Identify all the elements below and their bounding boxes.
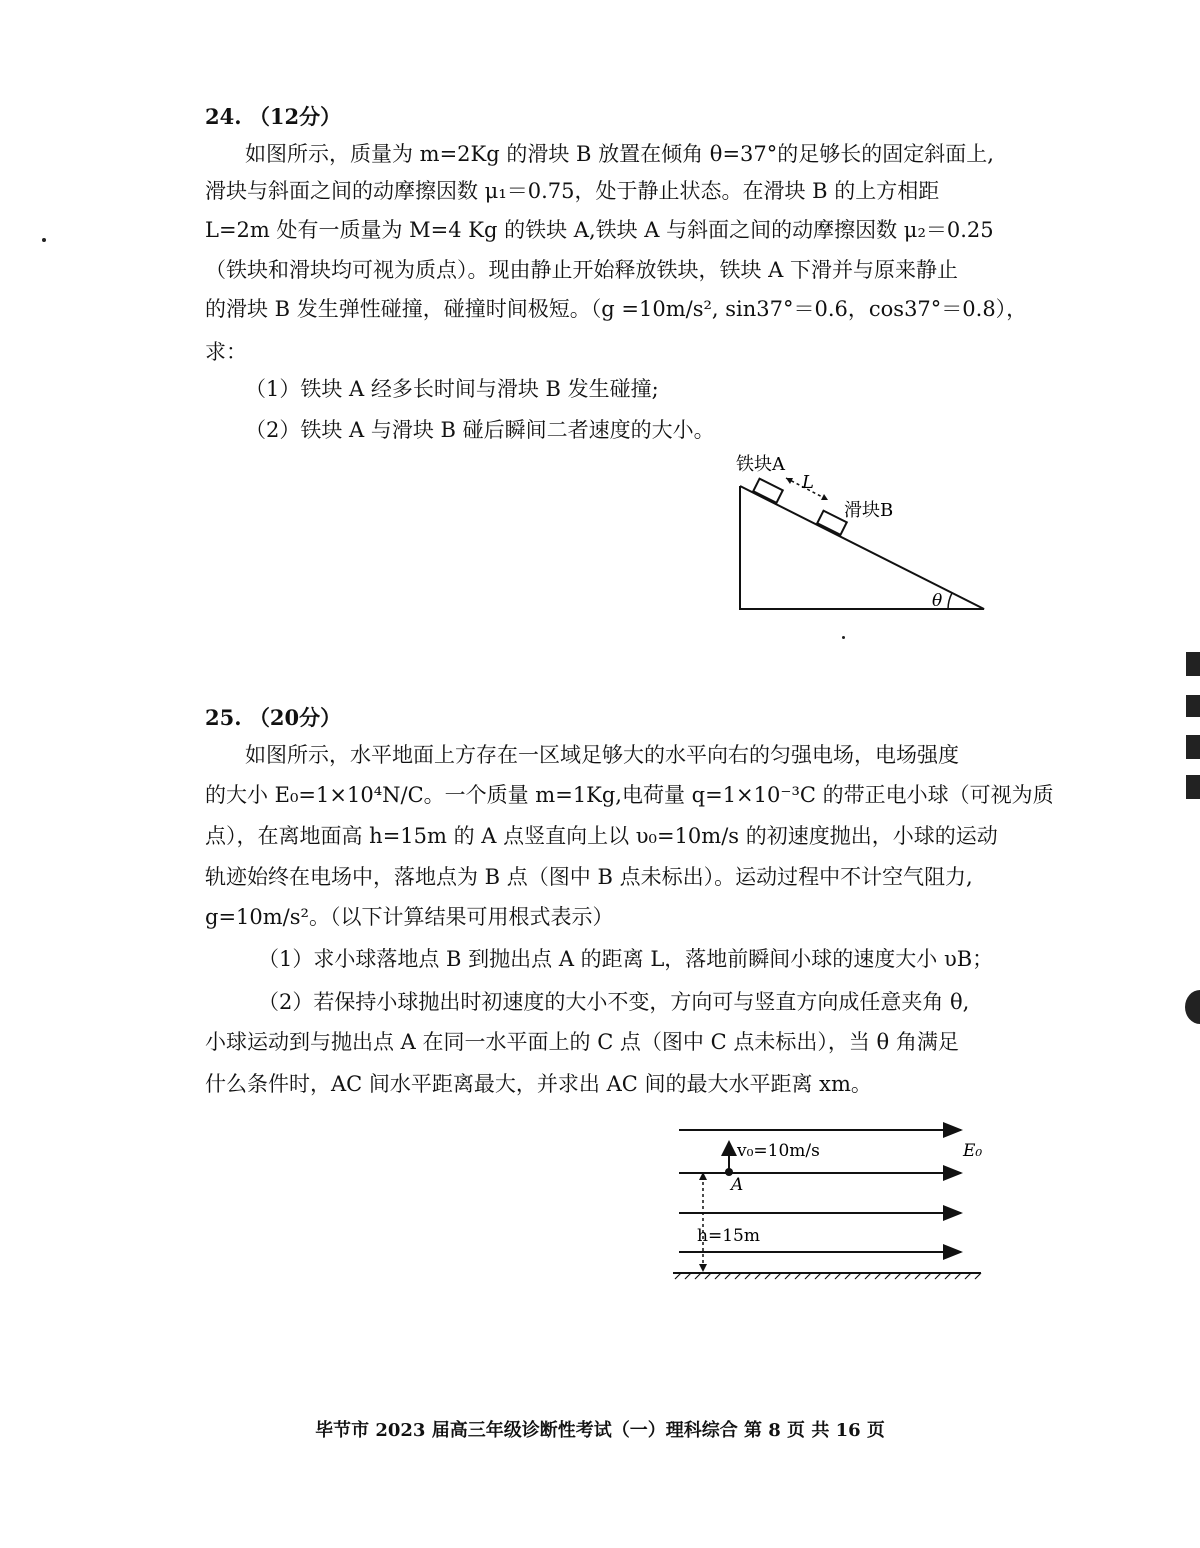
label-block-a: 铁块A	[736, 454, 785, 475]
scan-edge-mark	[1186, 735, 1200, 759]
slider-block-b	[817, 511, 847, 535]
q24-text-line: 的滑块 B 发生弹性碰撞，碰撞时间极短。（g =10m/s², sin37°＝0.6，cos37°＝0.8），	[205, 297, 1028, 321]
q24-heading: 24. （12分）	[205, 104, 342, 129]
incline-diagram	[720, 448, 1000, 618]
q24-subquestion-1: （1）铁块 A 经多长时间与滑块 B 发生碰撞;	[245, 377, 659, 401]
label-angle-theta: θ	[932, 591, 943, 611]
q25-text-line: 小球运动到与抛出点 A 在同一水平面上的 C 点（图中 C 点未标出），当 θ 角满足	[205, 1030, 959, 1054]
q25-text-line: 什么条件时，AC 间水平距离最大，并求出 AC 间的最大水平距离 xm。	[205, 1072, 872, 1096]
q24-text-line: （铁块和滑块均可视为质点）。现由静止开始释放铁块，铁块 A 下滑并与原来静止	[205, 258, 959, 282]
q25-subquestion-1: （1）求小球落地点 B 到抛出点 A 的距离 L，落地前瞬间小球的速度大小 υB；	[258, 947, 994, 971]
label-height: h=15m	[697, 1226, 760, 1246]
page-footer: 毕节市 2023 届高三年级诊断性考试（一）理科综合 第 8 页 共 16 页	[315, 1420, 885, 1441]
q24-text-line: 如图所示，质量为 m=2Kg 的滑块 B 放置在倾角 θ=37°的足够长的固定斜面上,	[245, 142, 994, 166]
q24-subquestion-2: （2）铁块 A 与滑块 B 碰后瞬间二者速度的大小。	[245, 418, 715, 442]
scan-edge-hole	[1185, 990, 1200, 1024]
q25-text-line: 如图所示，水平地面上方存在一区域足够大的水平向右的匀强电场，电场强度	[245, 743, 959, 767]
scan-speck	[42, 238, 46, 242]
label-initial-velocity: v₀=10m/s	[737, 1141, 820, 1161]
label-field-e0: E₀	[963, 1141, 983, 1161]
q25-text-line: 的大小 E₀=1×10⁴N/C。一个质量 m=1Kg,电荷量 q=1×10⁻³C 的带正电小球（可视为质	[205, 783, 1054, 807]
label-point-a: A	[731, 1175, 744, 1195]
q24-text-line: 滑块与斜面之间的动摩擦因数 μ₁＝0.75，处于静止状态。在滑块 B 的上方相距	[205, 179, 940, 203]
scan-edge-mark	[1186, 695, 1200, 717]
q25-text-line: g=10m/s²。（以下计算结果可用根式表示）	[205, 905, 614, 929]
iron-block-a	[753, 479, 783, 503]
label-distance-l: L	[802, 472, 814, 493]
scan-edge-mark	[1186, 652, 1200, 676]
q25-subquestion-2: （2）若保持小球抛出时初速度的大小不变，方向可与竖直方向成任意夹角 θ,	[258, 990, 970, 1014]
q24-text-line: 求：	[205, 340, 247, 364]
label-block-b: 滑块B	[844, 500, 894, 521]
q25-text-line: 点），在离地面高 h=15m 的 A 点竖直向上以 υ₀=10m/s 的初速度抛出，小球的运动	[205, 824, 998, 848]
q25-heading: 25. （20分）	[205, 705, 342, 730]
scan-edge-mark	[1186, 775, 1200, 799]
electric-field-diagram	[665, 1118, 995, 1288]
q24-text-line: L=2m 处有一质量为 M=4 Kg 的铁块 A,铁块 A 与斜面之间的动摩擦因数 μ₂＝0.25	[205, 218, 994, 242]
scan-speck	[842, 636, 845, 639]
q25-text-line: 轨迹始终在电场中，落地点为 B 点（图中 B 点未标出）。运动过程中不计空气阻力,	[205, 865, 973, 889]
